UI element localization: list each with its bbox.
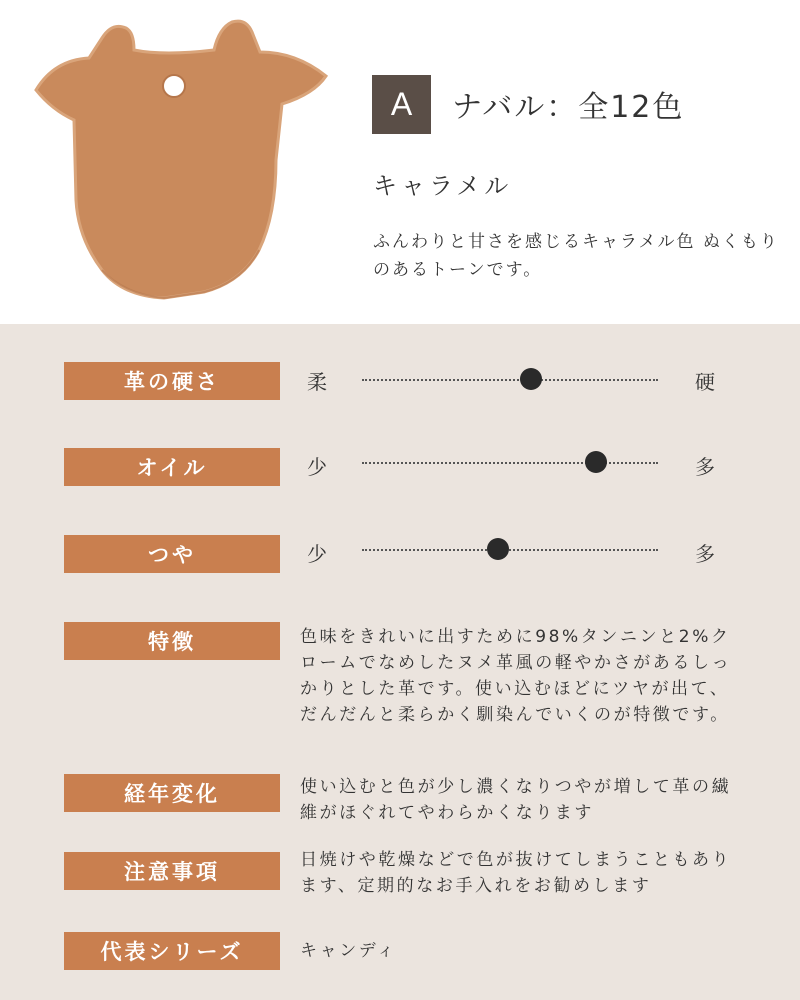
aging-text: 使い込むと色が少し濃くなりつやが増して革の繊維がほぐれてやわらかくなります <box>300 777 732 823</box>
label-features: 特徴 <box>64 622 280 660</box>
oil-scale-dot <box>585 451 607 473</box>
hardness-min-label: 柔 <box>307 370 327 394</box>
label-gloss: つや <box>64 535 280 573</box>
gloss-min-label: 少 <box>307 542 327 566</box>
hardness-max-label: 硬 <box>695 370 715 394</box>
label-aging: 経年変化 <box>64 774 280 812</box>
label-caution: 注意事項 <box>64 852 280 890</box>
series-text: キャンディ <box>300 941 397 961</box>
gloss-scale-dot <box>487 538 509 560</box>
cow-leather-sample-image <box>14 10 334 310</box>
hardness-scale-dot <box>520 368 542 390</box>
spec-section <box>0 324 800 1000</box>
leather-name: ナバル：全12色 <box>452 90 685 125</box>
oil-max-label: 多 <box>695 455 715 479</box>
color-name: キャラメル <box>373 172 513 200</box>
product-header <box>0 0 800 324</box>
label-hardness: 革の硬さ <box>64 362 280 400</box>
label-series: 代表シリーズ <box>64 932 280 970</box>
label-oil: オイル <box>64 448 280 486</box>
hardness-scale-line <box>362 379 658 381</box>
series-badge: A <box>372 75 431 134</box>
oil-scale-line <box>362 462 658 464</box>
gloss-max-label: 多 <box>695 542 715 566</box>
oil-min-label: 少 <box>307 455 327 479</box>
color-description: ふんわりと甘さを感じるキャラメル色 ぬくもりのあるトーンです。 <box>373 232 779 280</box>
caution-text: 日焼けや乾燥などで色が抜けてしまうこともあります、定期的なお手入れをお勧めします <box>300 850 732 896</box>
gloss-scale-line <box>362 549 658 551</box>
features-text: 色味をきれいに出すために98%タンニンと2%クロームでなめしたヌメ革風の軽やかさがあるしっかりとした革です。使い込むほどにツヤが出て、だんだんと柔らかく馴染んでいくのが特徴です。 <box>300 627 732 725</box>
